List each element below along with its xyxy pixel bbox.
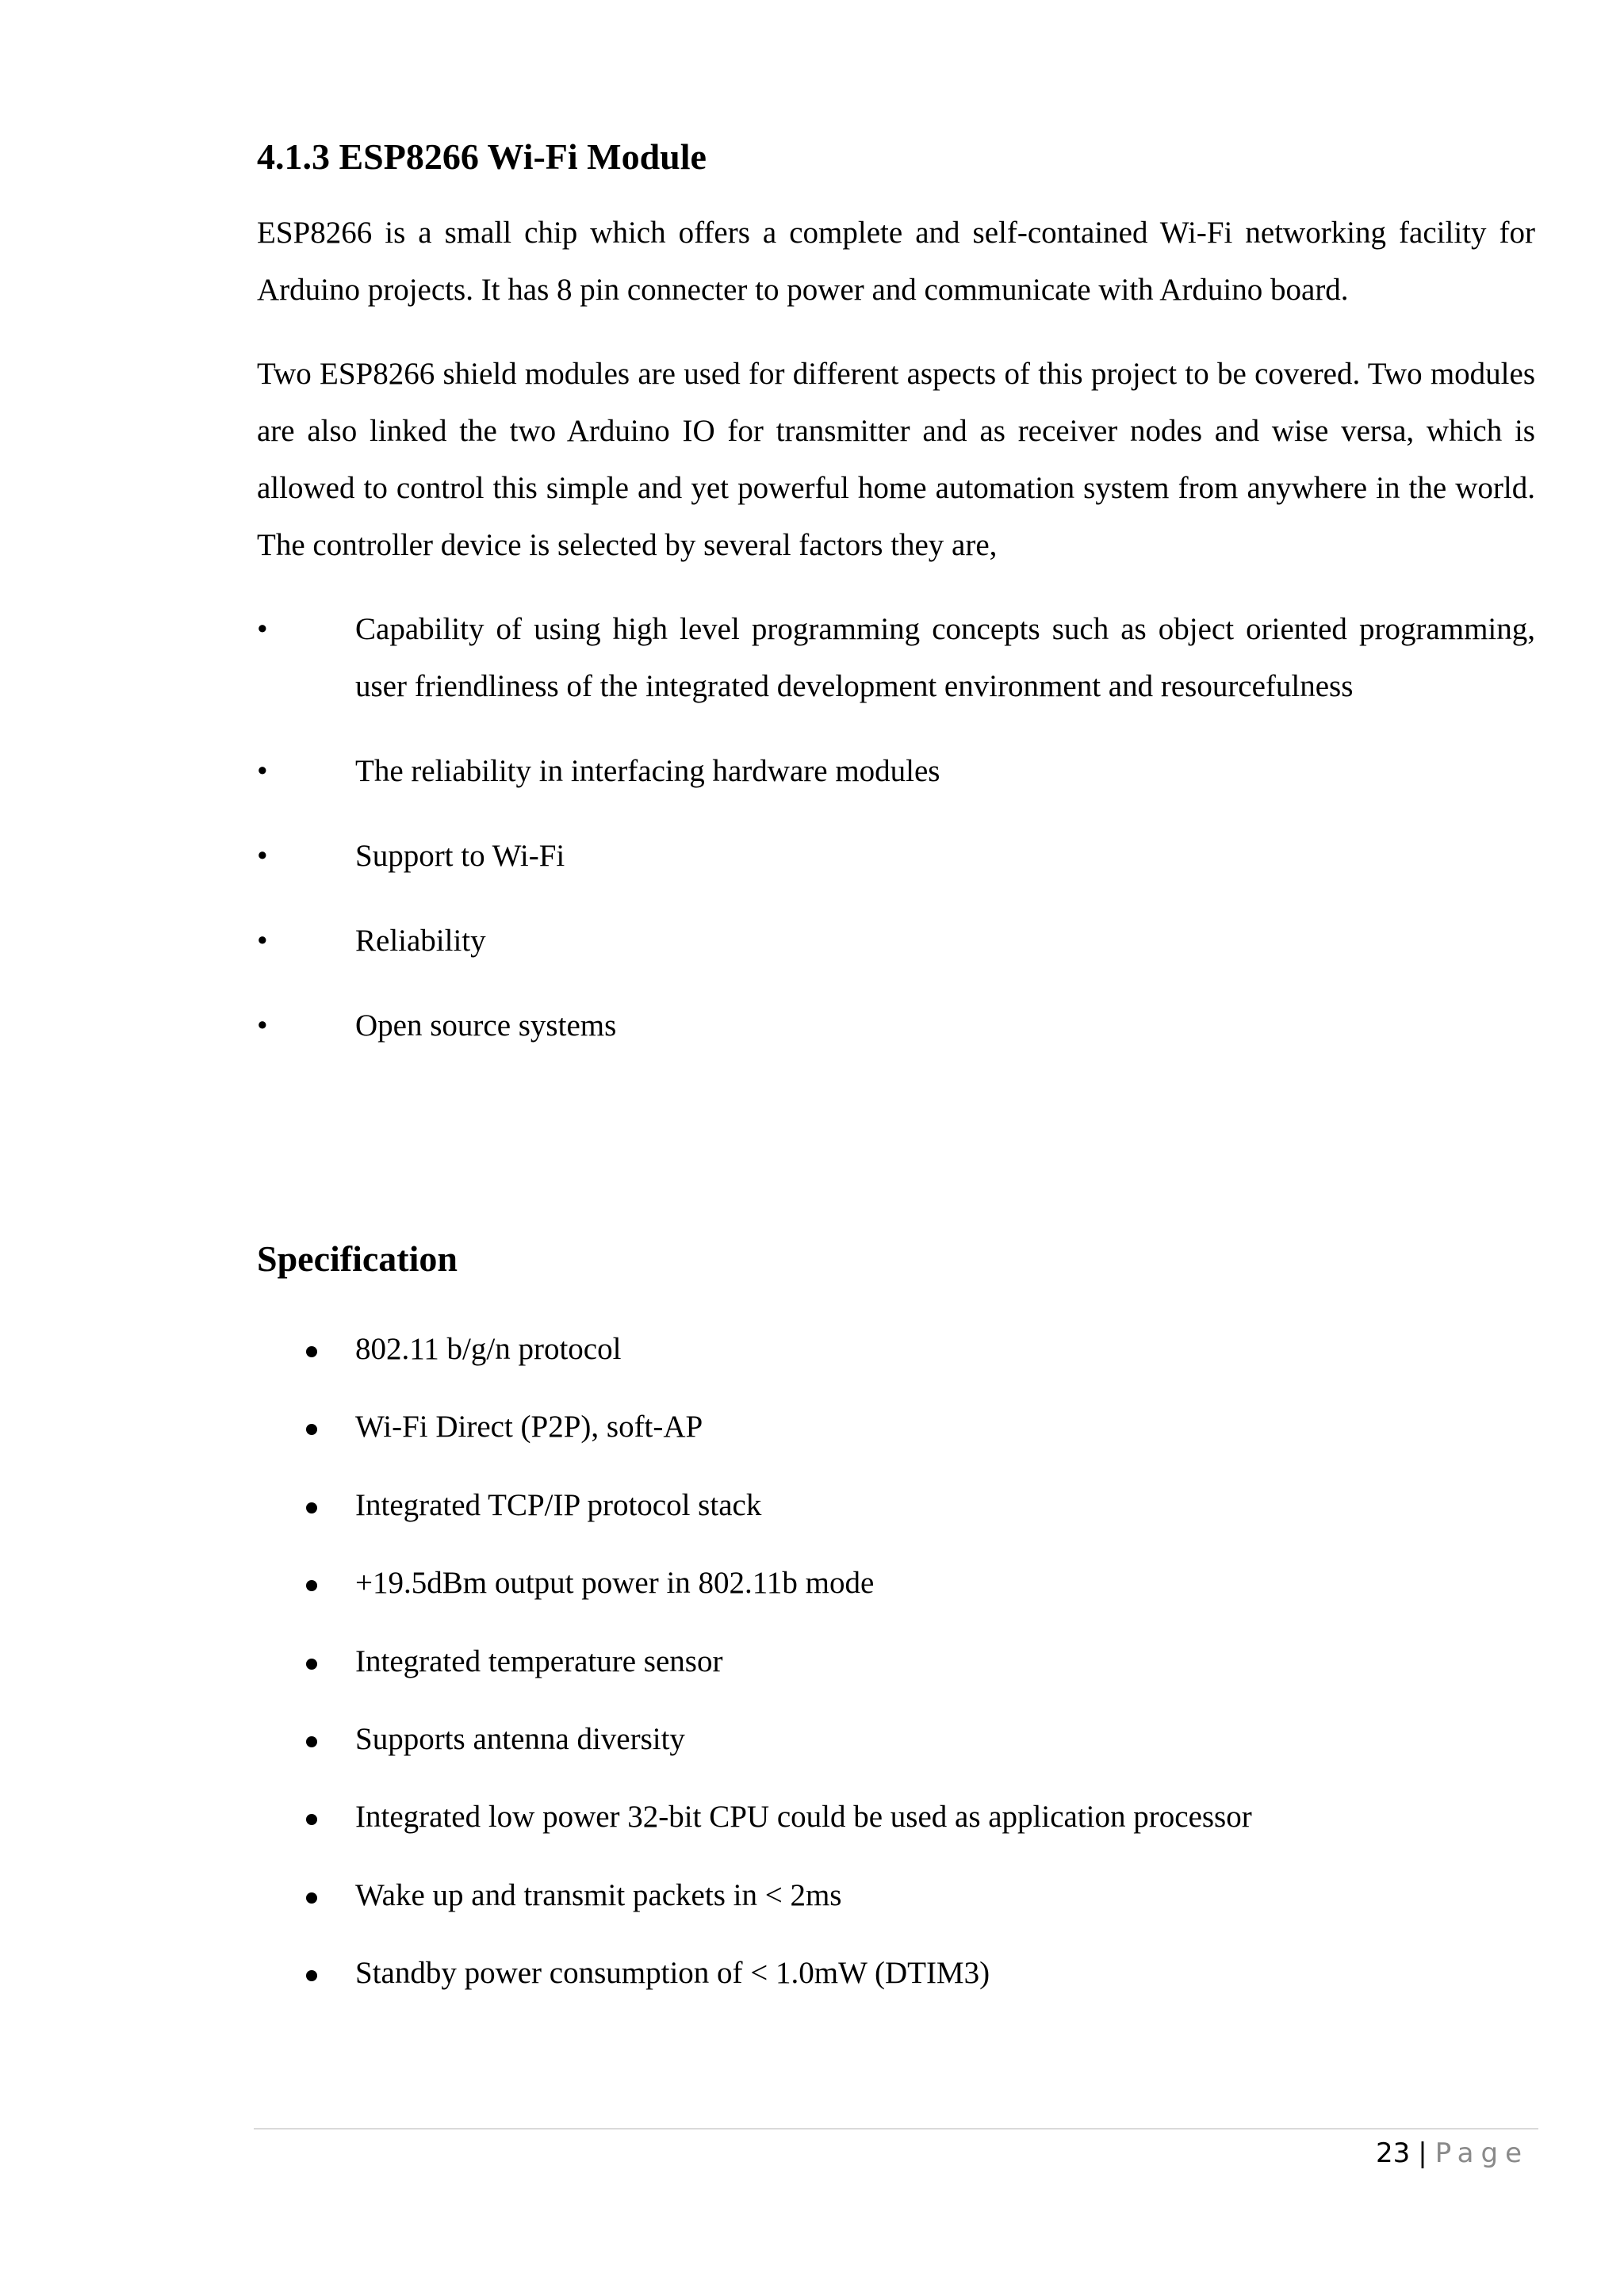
list-item-text: Capability of using high level programming concepts such as object oriented programming, user friendliness of the integrated development environment and resourcefulness bbox=[355, 612, 1535, 703]
list-item-text: Wake up and transmit packets in < 2ms bbox=[355, 1877, 842, 1912]
list-item bbox=[257, 1793, 1535, 1871]
bullet-icon: • bbox=[257, 612, 268, 646]
list-item-text: Open source systems bbox=[355, 1008, 617, 1043]
list-item-text: Wi-Fi Direct (P2P), soft-AP bbox=[355, 1410, 703, 1445]
list-item bbox=[257, 1638, 1535, 1716]
bullet-icon bbox=[306, 1970, 317, 1981]
bullet-icon: • bbox=[257, 924, 268, 958]
list-item-text: +19.5dBm output power in 802.11b mode bbox=[355, 1566, 875, 1601]
list-item bbox=[257, 1872, 1535, 1950]
list-item bbox=[257, 1950, 1535, 2027]
list-item-text: The reliability in interfacing hardware modules bbox=[355, 754, 940, 788]
intro-paragraph: ESP8266 is a small chip which offers a complete and self-contained Wi-Fi networking facility for Arduino projects. It has 8 pin connecter to power and communicate with Arduino board. bbox=[257, 216, 1535, 307]
list-item bbox=[257, 1559, 1535, 1637]
bullet-icon: • bbox=[257, 1008, 268, 1043]
list-item-text: Supports antenna diversity bbox=[355, 1721, 685, 1756]
list-item bbox=[257, 601, 1535, 715]
footer-divider bbox=[254, 2128, 1538, 2130]
usage-paragraph: Two ESP8266 shield modules are used for different aspects of this project to be covered. Two modules are also linked the two Arduino IO for transmitter and as receiver nodes and wise versa, which is allowed to control this simple and yet powerful home automation system from anywhere in the world. The controller device is selected by several factors they are, bbox=[257, 357, 1535, 562]
bullet-icon bbox=[306, 1346, 317, 1357]
section-heading: 4.1.3 ESP8266 Wi-Fi Module bbox=[257, 136, 707, 177]
list-item-text: Integrated TCP/IP protocol stack bbox=[355, 1487, 762, 1522]
bullet-icon bbox=[306, 1502, 317, 1513]
page-footer bbox=[1376, 2133, 1529, 2174]
list-item-text: Integrated temperature sensor bbox=[355, 1644, 723, 1678]
list-item-text: Integrated low power 32-bit CPU could be used as application processor bbox=[355, 1800, 1252, 1835]
list-item-text: Reliability bbox=[355, 924, 486, 958]
bullet-icon bbox=[306, 1814, 317, 1825]
specification-heading: Specification bbox=[257, 1238, 458, 1279]
bullet-icon bbox=[306, 1736, 317, 1747]
list-item-text: Support to Wi-Fi bbox=[355, 839, 565, 873]
list-item-text: 802.11 b/g/n protocol bbox=[355, 1332, 622, 1366]
list-item bbox=[257, 1403, 1535, 1481]
bullet-icon bbox=[306, 1580, 317, 1591]
bullet-icon bbox=[306, 1424, 317, 1435]
list-item-text: Standby power consumption of < 1.0mW (DTIM3) bbox=[355, 1956, 990, 1991]
factor-list bbox=[257, 601, 1535, 1082]
page-label: Page bbox=[1434, 2137, 1529, 2169]
page-number: 23 bbox=[1375, 2137, 1411, 2169]
list-item bbox=[257, 743, 1535, 800]
specification-list bbox=[257, 1326, 1535, 2028]
list-item bbox=[257, 828, 1535, 885]
list-item bbox=[257, 1326, 1535, 1403]
bullet-icon bbox=[306, 1892, 317, 1904]
list-item bbox=[257, 913, 1535, 970]
bullet-icon: • bbox=[257, 754, 268, 788]
footer-separator: | bbox=[1418, 2137, 1427, 2169]
bullet-icon: • bbox=[257, 839, 268, 873]
list-item bbox=[257, 997, 1535, 1054]
bullet-icon bbox=[306, 1659, 317, 1670]
list-item bbox=[257, 1482, 1535, 1559]
list-item bbox=[257, 1716, 1535, 1793]
